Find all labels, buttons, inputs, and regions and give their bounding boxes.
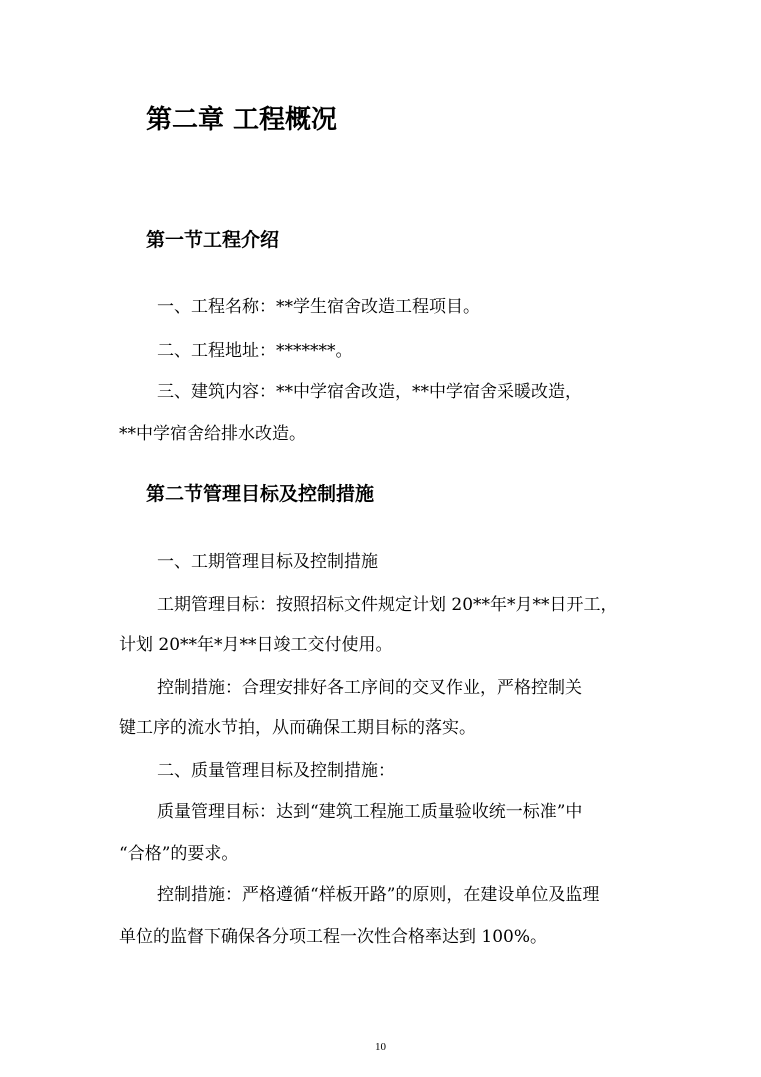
paragraph-line: 控制措施：严格遵循“样板开路”的原则，在建设单位及监理 [157, 885, 600, 905]
paragraph-line: 计划 20**年*月**日竣工交付使用。 [119, 635, 393, 655]
paragraph-line: 键工序的流水节拍，从而确保工期目标的落实。 [119, 718, 476, 738]
paragraph-line: 二、质量管理目标及控制措施： [157, 761, 395, 781]
section-title-management-goals: 第二节管理目标及控制措施 [146, 483, 375, 505]
paragraph-line: 控制措施：合理安排好各工序间的交叉作业，严格控制关 [157, 678, 582, 698]
paragraph-line: 一、工程名称：**学生宿舍改造工程项目。 [157, 297, 480, 317]
chapter-title: 第二章 工程概况 [146, 105, 338, 135]
paragraph-line: 质量管理目标：达到“建筑工程施工质量验收统一标准”中 [157, 802, 583, 822]
section-title-project-intro: 第一节工程介绍 [146, 229, 280, 251]
paragraph-line: 一、工期管理目标及控制措施 [157, 552, 378, 572]
paragraph-line: 单位的监督下确保各分项工程一次性合格率达到 100%。 [119, 927, 548, 947]
page-number: 10 [375, 1041, 386, 1053]
paragraph-line: “合格”的要求。 [119, 844, 239, 864]
paragraph-line: 二、工程地址：*******。 [157, 341, 353, 361]
paragraph-line: 三、建筑内容：**中学宿舍改造，**中学宿舍采暖改造， [157, 382, 582, 402]
paragraph-line: **中学宿舍给排水改造。 [119, 424, 306, 444]
paragraph-line: 工期管理目标：按照招标文件规定计划 20**年*月**日开工， [157, 595, 618, 615]
